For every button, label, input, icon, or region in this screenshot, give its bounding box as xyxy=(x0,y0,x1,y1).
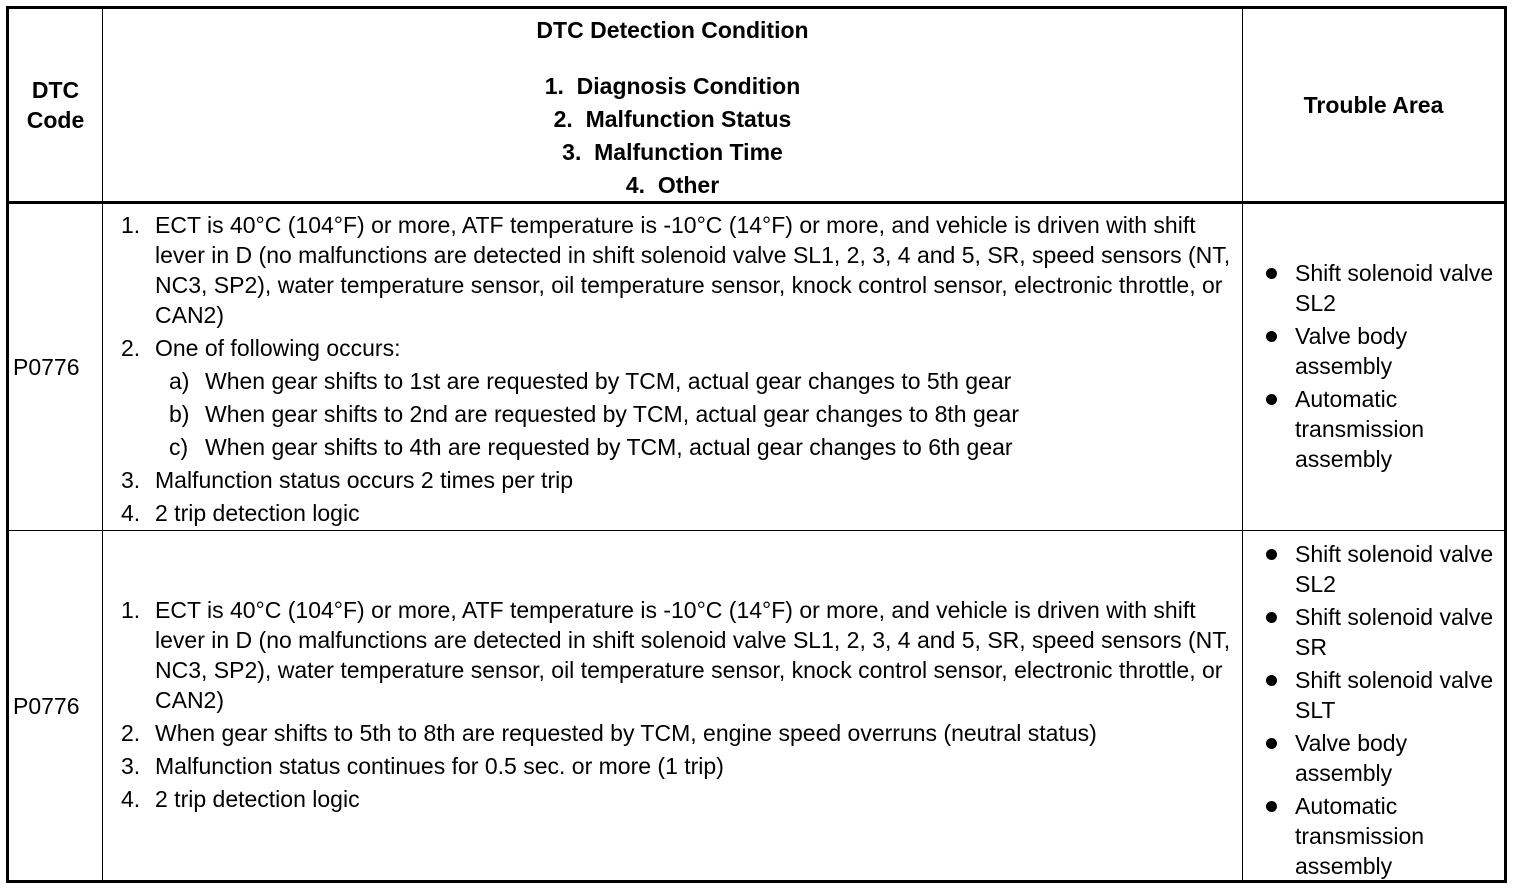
trouble-area-item: Shift solenoid valve SL2 xyxy=(1243,539,1496,599)
row2-trouble-areas xyxy=(1243,531,1504,880)
trouble-area-item: Shift solenoid valve SR xyxy=(1243,602,1496,662)
trouble-area-item: Automatic transmission assembly xyxy=(1243,791,1496,881)
bullet-icon xyxy=(1266,738,1277,749)
header-trouble-area: Trouble Area xyxy=(1303,92,1444,118)
bullet-icon xyxy=(1266,394,1277,405)
header-condition-item: 4. Other xyxy=(625,172,720,198)
header-dtc-code-line2: Code xyxy=(26,107,85,133)
condition-item: 3. Malfunction status occurs 2 times per trip xyxy=(121,467,573,493)
dtc-table xyxy=(6,6,1507,883)
trouble-area-item: Automatic transmission assembly xyxy=(1243,384,1496,474)
condition-item: 1. ECT is 40°C (104°F) or more, ATF temperature is -10°C (14°F) or more, and vehicle is driven with shift lever in D (no malfunctions are detected in shift solenoid valve SL1, 2, 3, 4 and 5, SR, speed sensors (NT, NC3, SP2), water temperature sensor, oil temperature sensor, knock control sensor, electronic throttle, or CAN2) xyxy=(121,212,1231,328)
header-dtc-code xyxy=(9,9,102,201)
condition-item: 2. One of following occurs: xyxy=(121,335,401,361)
row1-dtc-code: P0776 xyxy=(13,354,80,380)
bullet-icon xyxy=(1266,549,1277,560)
trouble-area-item: Valve body assembly xyxy=(1243,321,1496,381)
header-condition-item: 1. Diagnosis Condition xyxy=(544,73,801,99)
header-condition-title: DTC Detection Condition xyxy=(536,17,809,43)
condition-item: 3. Malfunction status continues for 0.5 sec. or more (1 trip) xyxy=(121,752,724,779)
condition-item: 4. 2 trip detection logic xyxy=(121,785,360,812)
row1-conditions xyxy=(103,204,1242,530)
condition-item: 4. 2 trip detection logic xyxy=(121,500,360,526)
bullet-icon xyxy=(1266,675,1277,686)
condition-item: 1. ECT is 40°C (104°F) or more, ATF temperature is -10°C (14°F) or more, and vehicle is driven with shift lever in D (no malfunctions are detected in shift solenoid valve SL1, 2, 3, 4 and 5, SR, speed sensors (NT, NC3, SP2), water temperature sensor, oil temperature sensor, knock control sensor, electronic throttle, or CAN2) xyxy=(121,596,1231,713)
header-dtc-code-line1: DTC xyxy=(31,77,80,103)
bullet-icon xyxy=(1266,612,1277,623)
bullet-icon xyxy=(1266,268,1277,279)
row1-trouble-areas xyxy=(1243,204,1504,530)
condition-subitem: b) When gear shifts to 2nd are requested by TCM, actual gear changes to 8th gear xyxy=(169,401,1019,427)
condition-subitem: c) When gear shifts to 4th are requested by TCM, actual gear changes to 6th gear xyxy=(169,434,1013,460)
bullet-icon xyxy=(1266,331,1277,342)
row2-dtc-code: P0776 xyxy=(13,692,80,719)
row2-conditions xyxy=(103,531,1242,880)
condition-item: 2. When gear shifts to 5th to 8th are requested by TCM, engine speed overruns (neutral status) xyxy=(121,719,1097,746)
bullet-icon xyxy=(1266,801,1277,812)
header-condition-item: 2. Malfunction Status xyxy=(553,106,792,132)
trouble-area-item: Shift solenoid valve SLT xyxy=(1243,665,1496,725)
header-condition-item: 3. Malfunction Time xyxy=(562,139,783,165)
trouble-area-item: Valve body assembly xyxy=(1243,728,1496,788)
condition-subitem: a) When gear shifts to 1st are requested by TCM, actual gear changes to 5th gear xyxy=(169,368,1012,394)
trouble-area-item: Shift solenoid valve SL2 xyxy=(1243,258,1496,318)
header-detection-condition xyxy=(103,9,1242,201)
